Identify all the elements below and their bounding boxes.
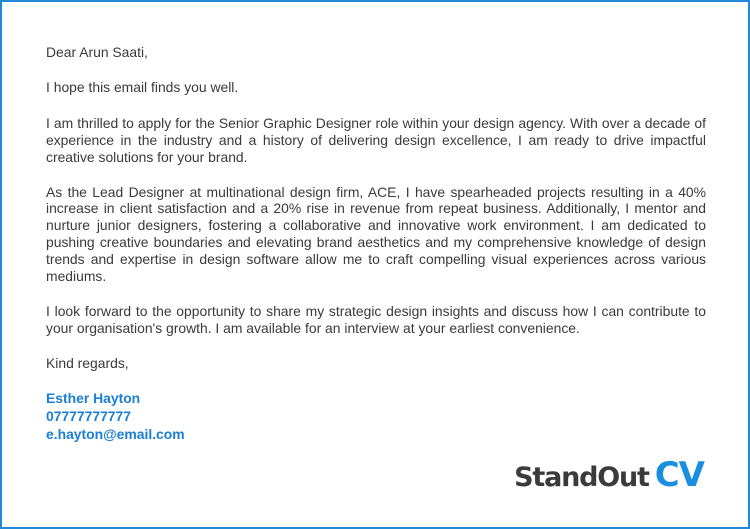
signature-phone: 07777777777: [46, 407, 131, 424]
opening-line: I hope this email finds you well.: [46, 78, 239, 95]
logo-wordmark: StandOut: [514, 462, 649, 494]
paragraph-experience: As the Lead Designer at multinational design firm, ACE, I have spearheaded projects resulting in a 40% increase in client satisfaction and a 20% rise in revenue from repeat business. Additionally, I mentor and nurture junior designers, fostering a collaborative and innovative work environment. I am dedicated to pushing creative boundaries and elevating brand aesthetics and my comprehensive knowledge of design trends and expertise in design software allow me to craft compelling visual experiences across various mediums.: [46, 183, 706, 285]
standout-cv-logo: [514, 455, 704, 496]
paragraph-intro: I am thrilled to apply for the Senior Graphic Designer role within your design agency. With over a decade of experience in the industry and a history of delivering design excellence, I am ready to drive impactful creative solutions for your brand.: [46, 114, 706, 165]
signature-email: e.hayton@email.com: [46, 425, 185, 442]
salutation: Dear Arun Saati,: [46, 44, 148, 60]
signature-name: Esther Hayton: [46, 389, 141, 406]
paragraph-closing: I look forward to the opportunity to share my strategic design insights and discuss how I can contribute to your organisation's growth. I am available for an interview at your earliest convenience.: [46, 302, 706, 336]
closing-line: Kind regards,: [46, 354, 129, 371]
logo-cv-accent: CV: [654, 455, 704, 496]
letter-body: [46, 44, 706, 443]
signature-block: [46, 389, 706, 443]
